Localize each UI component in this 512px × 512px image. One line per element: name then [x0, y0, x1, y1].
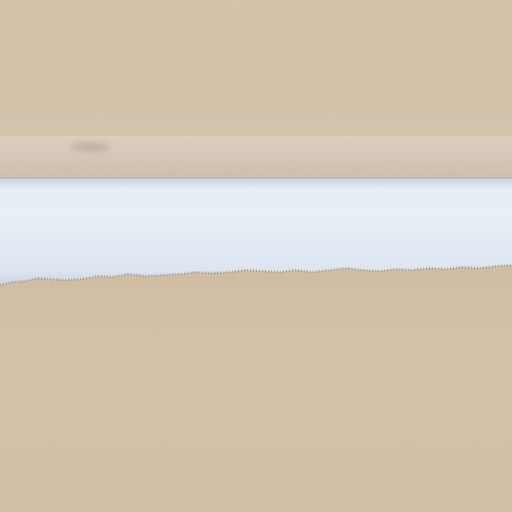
masking-band-highlight	[0, 188, 512, 218]
